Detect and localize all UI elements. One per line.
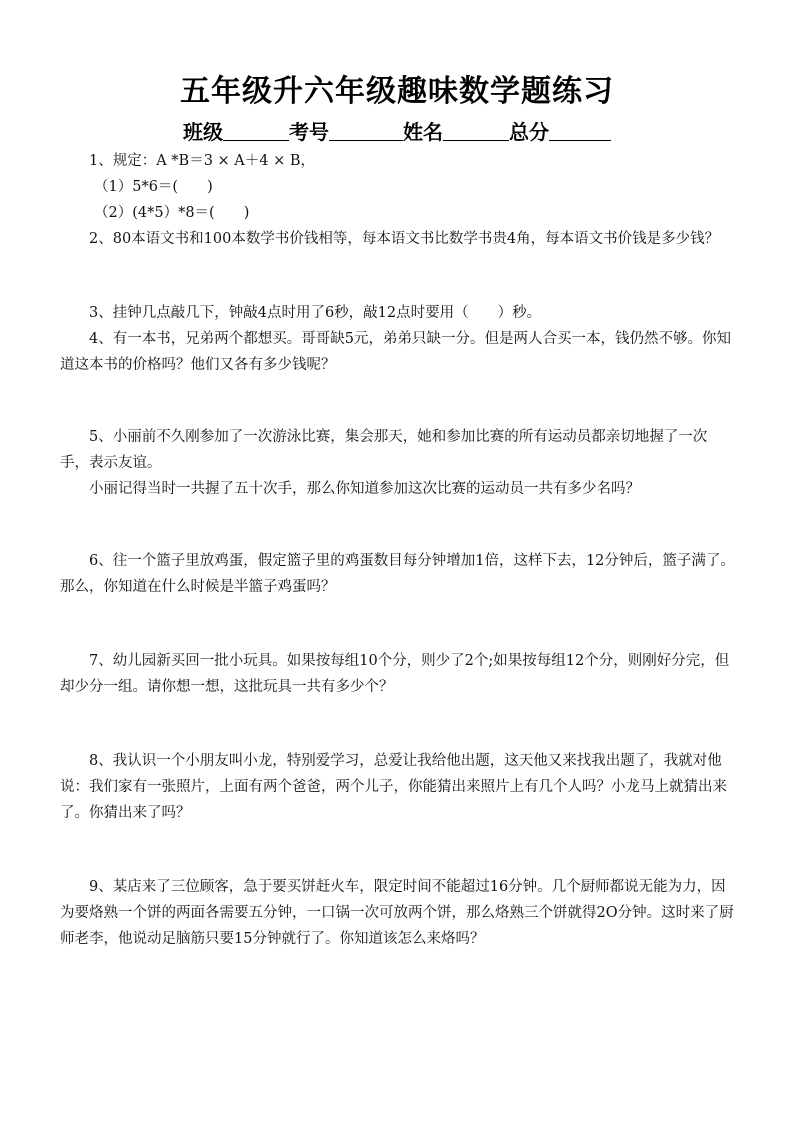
question-2: 2、80本语文书和100本数学书价钱相等，每本语文书比数学书贵4角，每本语文书价钱是多少钱？ — [89, 231, 720, 247]
question-7: 7、幼儿园新买回一批小玩具。如果按每组10个分，则少了2个;如果按每组12个分，则刚好分完，但却少分一组。请你想一想，这批玩具一共有多少个？ — [60, 653, 730, 695]
answer-space — [60, 600, 736, 648]
question-list — [60, 148, 736, 952]
answer-space — [60, 502, 736, 548]
answer-space — [60, 252, 736, 300]
class-label: 班级 — [183, 120, 223, 144]
name-blank[interactable] — [443, 120, 509, 141]
question-5-text: 5、小丽前不久刚参加了一次游泳比赛，集会那天，她和参加比赛的所有运动员都亲切地握了一次手，表示友谊。 — [60, 429, 708, 471]
question-1-sub-1: （1）5*6＝( ) — [94, 179, 213, 195]
question-1-text: 1、规定：A *B＝3 × A＋4 × B， — [89, 153, 316, 169]
number-label: 考号 — [289, 120, 329, 144]
question-3: 3、挂钟几点敲几下，钟敲4点时用了6秒，敲12点时要用（ ）秒。 — [89, 305, 542, 321]
student-info-line — [0, 116, 794, 145]
question-9: 9、某店来了三位顾客，急于要买饼赶火车，限定时间不能超过16分钟。几个厨师都说无能为力，因为要烙熟一个饼的两面各需要五分钟，一口锅一次可放两个饼，那么烙熟三个饼就得2O分钟。这时来了厨师老李，他说动足脑筋只要15分钟就行了。你知道该怎么来烙吗？ — [60, 879, 734, 947]
question-8: 8、我认识一个小朋友叫小龙，特别爱学习，总爱让我给他出题，这天他又来找我出题了，我就对他说：我们家有一张照片，上面有两个爸爸，两个儿子，你能猜出来照片上有几个人吗？小龙马上就猜出来了。你猜出来了吗？ — [60, 753, 727, 821]
answer-space — [60, 378, 736, 424]
page-title: 五年级升六年级趣味数学题练习 — [180, 74, 614, 109]
answer-space — [60, 700, 736, 748]
name-label: 姓名 — [403, 120, 443, 144]
question-1-sub-2: （2）(4*5）*8＝( ) — [94, 205, 250, 221]
question-4: 4、有一本书，兄弟两个都想买。哥哥缺5元，弟弟只缺一分。但是两人合买一本，钱仍然不够。你知道这本书的价格吗？他们又各有多少钱呢？ — [60, 331, 731, 373]
class-blank[interactable] — [223, 120, 289, 141]
question-1 — [60, 148, 736, 226]
answer-space — [60, 826, 736, 874]
score-label: 总分 — [509, 120, 549, 144]
question-5-text-2: 小丽记得当时一共握了五十次手，那么你知道参加这次比赛的运动员一共有多少名吗？ — [89, 481, 640, 497]
question-5 — [60, 424, 736, 502]
number-blank[interactable] — [329, 120, 403, 141]
score-blank[interactable] — [549, 120, 611, 141]
question-6: 6、往一个篮子里放鸡蛋，假定篮子里的鸡蛋数目每分钟增加1倍，这样下去，12分钟后，篮子满了。那么，你知道在什么时候是半篮子鸡蛋吗？ — [60, 553, 735, 595]
